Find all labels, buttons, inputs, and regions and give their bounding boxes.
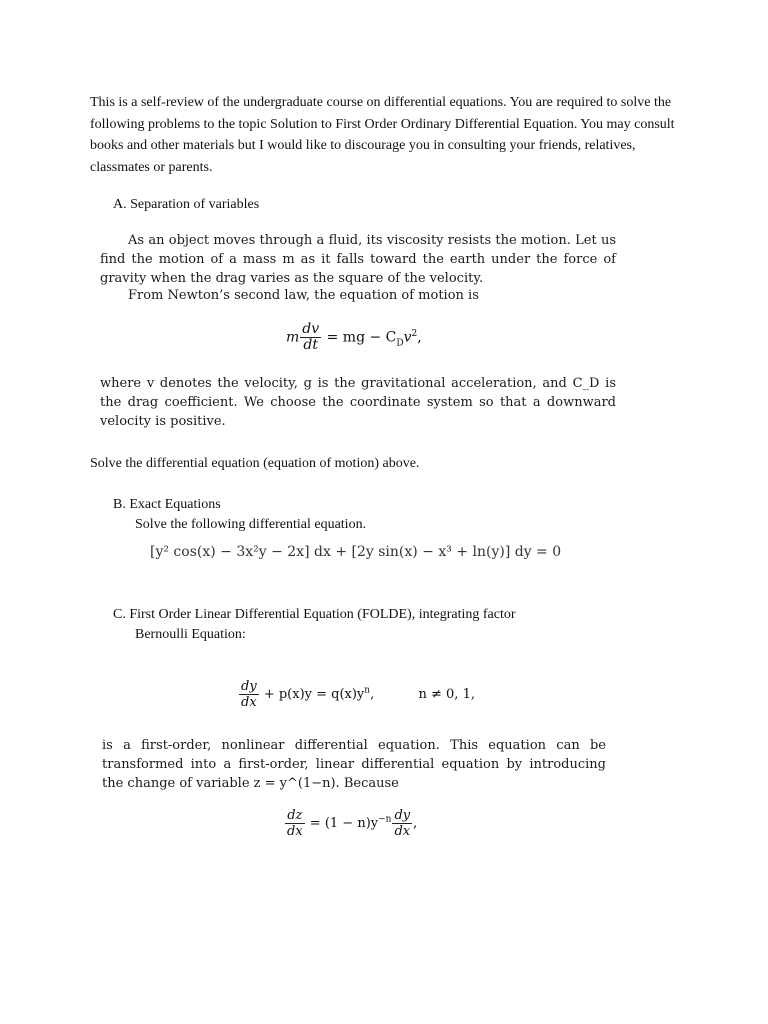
section-a-paragraph-2: From Newton’s second law, the equation of motion is bbox=[128, 288, 479, 303]
eq-c1-condition: n ≠ 0, 1, bbox=[418, 687, 475, 702]
section-a-paragraph-3: where v denotes the velocity, g is the gravitational acceleration, and C_D is the drag coefficient. We choose the coordinate system so that a downward velocity is positive. bbox=[100, 376, 616, 429]
eq-c2-den1: dx bbox=[287, 824, 303, 839]
section-b-subheading: Solve the following differential equation. bbox=[135, 517, 367, 532]
eq-c1-rest: + p(x)y = q(x)y bbox=[263, 687, 365, 702]
section-a-heading: A. Separation of variables bbox=[113, 197, 260, 212]
bernoulli-equation bbox=[238, 679, 475, 710]
eq-a-lhs-coef: m bbox=[286, 329, 300, 346]
section-c-subheading: Bernoulli Equation: bbox=[135, 627, 246, 642]
eq-a-trailing: , bbox=[417, 329, 422, 346]
eq-a-rhs-sup: 2 bbox=[411, 328, 418, 339]
eq-a-numerator: dv bbox=[302, 321, 320, 337]
eq-a-rhs: = mg − C bbox=[326, 329, 397, 346]
section-b-heading: B. Exact Equations bbox=[113, 497, 221, 512]
eq-c1-denominator: dx bbox=[241, 695, 257, 710]
eq-c2-sup: −n bbox=[378, 814, 392, 825]
equation-of-motion bbox=[286, 322, 422, 353]
eq-a-rhs-end: v bbox=[403, 329, 412, 346]
section-c-paragraph: is a first-order, nonlinear differential equation. This equation can be transformed into a first-order, linear differential equation by introducing the change of variable z = y^(1−n). Because bbox=[102, 738, 606, 791]
section-a-task: Solve the differential equation (equation of motion) above. bbox=[90, 456, 420, 471]
eq-a-denominator: dt bbox=[303, 337, 319, 353]
eq-c1-trailing: , bbox=[370, 687, 375, 702]
eq-c2-middle: = (1 − n)y bbox=[309, 816, 379, 831]
eq-c2-num2: dy bbox=[394, 808, 411, 823]
eq-c1-sup: n bbox=[364, 685, 371, 696]
eq-c2-num1: dz bbox=[285, 808, 305, 824]
change-of-variable-equation bbox=[284, 808, 417, 839]
eq-c2-den2: dx bbox=[394, 824, 411, 839]
eq-a-rhs-sub: D bbox=[396, 338, 404, 349]
section-c-heading: C. First Order Linear Differential Equation (FOLDE), integrating factor bbox=[113, 607, 516, 622]
eq-c2-trailing: , bbox=[413, 816, 418, 831]
eq-c1-numerator: dy bbox=[241, 679, 257, 694]
section-a-paragraph-1: As an object moves through a fluid, its viscosity resists the motion. Let us find the motion of a mass m as it falls toward the earth under the force of gravity when the drag varies as the square of the velocity. bbox=[100, 233, 616, 286]
exact-equation: [y² cos(x) − 3x²y − 2x] dx + [2y sin(x) − x³ + ln(y)] dy = 0 bbox=[150, 544, 562, 560]
intro-paragraph: This is a self-review of the undergraduate course on differential equations. You are required to solve the following problems to the topic Solution to First Order Ordinary Differential Equation. You may consult books and other materials but I would like to discourage you in consulting your friends, relatives, classmates or parents. bbox=[90, 95, 675, 175]
